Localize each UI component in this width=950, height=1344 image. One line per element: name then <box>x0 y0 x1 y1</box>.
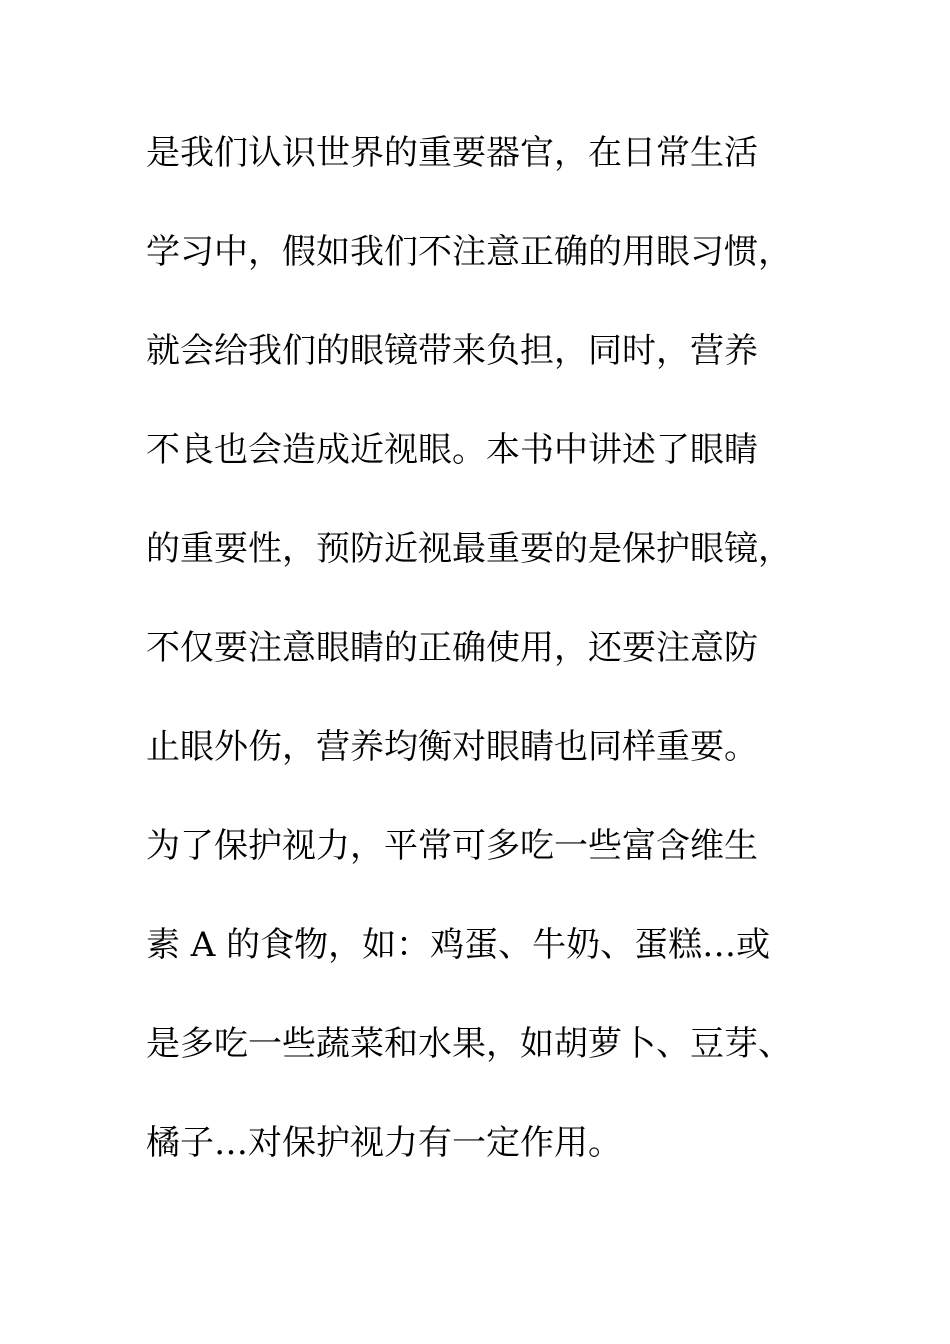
text-line: 不良也会造成近视眼。本书中讲述了眼睛 <box>146 430 758 470</box>
text-line: 是我们认识世界的重要器官，在日常生活 <box>146 133 758 173</box>
text-line: 学习中，假如我们不注意正确的用眼习惯， <box>146 232 792 272</box>
text-line: 是多吃一些蔬菜和水果，如胡萝卜、豆芽、 <box>146 1024 792 1064</box>
text-line: 素 A 的食物，如：鸡蛋、牛奶、蛋糕…或 <box>146 925 771 965</box>
text-line: 为了保护视力，平常可多吃一些富含维生 <box>146 826 758 866</box>
text-line: 止眼外伤，营养均衡对眼睛也同样重要。 <box>146 727 758 767</box>
text-line: 橘子…对保护视力有一定作用。 <box>146 1123 622 1163</box>
text-line: 不仅要注意眼睛的正确使用，还要注意防 <box>146 628 758 668</box>
text-line: 就会给我们的眼镜带来负担，同时，营养 <box>146 331 758 371</box>
text-line: 的重要性，预防近视最重要的是保护眼镜， <box>146 529 792 569</box>
body-text <box>146 128 836 1217</box>
